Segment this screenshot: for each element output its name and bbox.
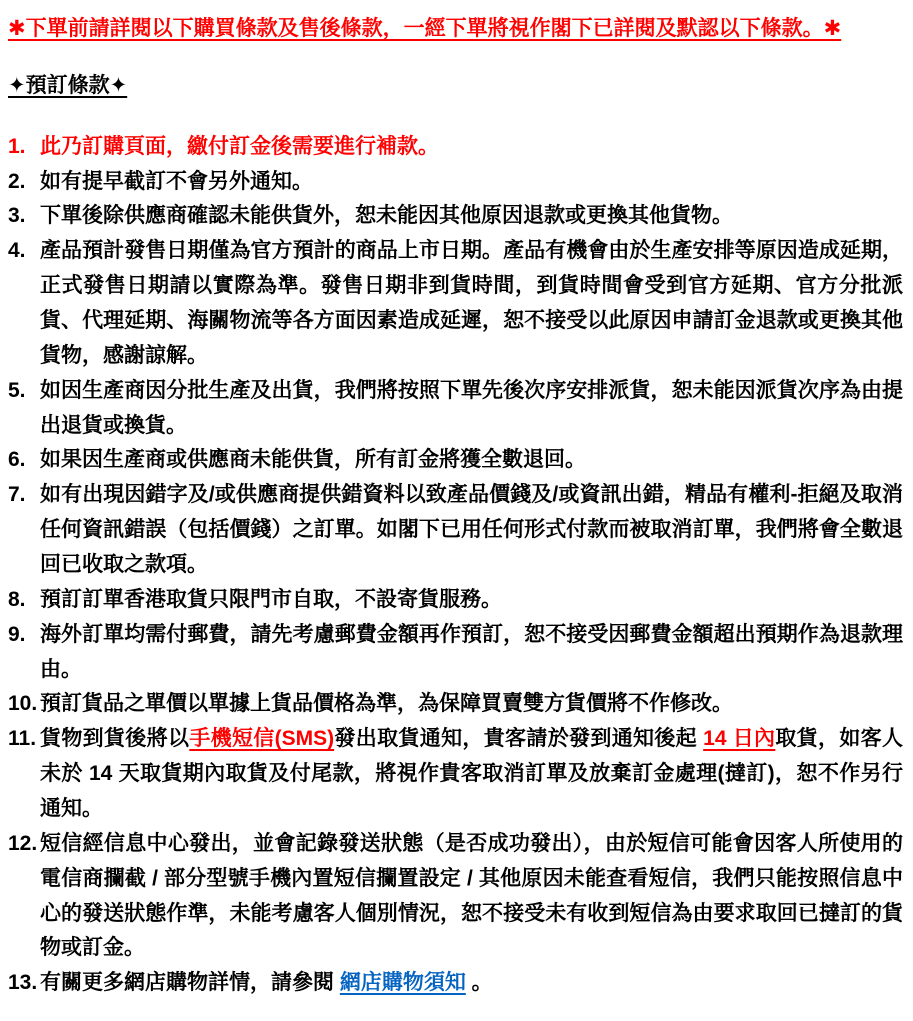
sms-notice-highlight: 手機短信(SMS) <box>189 727 335 751</box>
term-number: 13. <box>8 971 38 995</box>
term-number: 2. <box>8 169 26 193</box>
term-text-segment: 發出取貨通知，貴客請於發到通知後起 <box>334 727 704 751</box>
term-number: 12. <box>8 831 38 855</box>
term-item-1 <box>8 130 903 165</box>
term-number: 11. <box>8 727 37 751</box>
term-number: 7. <box>8 483 26 507</box>
term-text: 預訂訂單香港取貨只限門市自取，不設寄貨服務。 <box>40 587 502 611</box>
term-item-12 <box>8 827 903 966</box>
term-text-segment: 貨物到貨後將以 <box>40 727 190 751</box>
term-text-segment: 有關更多網店購物詳情，請參閱 <box>40 971 340 995</box>
online-shop-guide-link[interactable]: 網店購物須知 <box>339 971 466 995</box>
term-text <box>40 722 903 827</box>
term-number: 6. <box>8 448 26 472</box>
term-item-8 <box>8 583 903 618</box>
term-number: 4. <box>8 239 26 263</box>
pre-order-warning-banner: ✱下單前請詳閱以下購買條款及售後條款，一經下單將視作閣下已詳閱及默認以下條款。✱ <box>8 17 842 40</box>
term-item-7 <box>8 478 903 583</box>
term-text: 如因生產商因分批生產及出貨，我們將按照下單先後次序安排派貨，恕未能因派貨次序為由提出退貨或換貨。 <box>40 378 903 437</box>
term-number: 9. <box>8 622 26 646</box>
term-text: 短信經信息中心發出，並會記錄發送狀態（是否成功發出），由於短信可能會因客人所使用的電信商攔截 / 部分型號手機內置短信攔置設定 / 其他原因未能查看短信，我們只能按照信息中心的發送狀態作準，未能考慮客人個別情況，恕不接受未有收到短信為由要求取回已撻訂的貨物或訂金。 <box>40 831 903 960</box>
term-item-9 <box>8 618 903 688</box>
term-text: 如有提早截訂不會另外通知。 <box>40 169 313 193</box>
term-text-segment: 取貨，如客人未於 14 天取貨期內取貨及付尾款，將視作貴客取消訂單及放棄訂金處理(撻訂)，恕不作另行通知。 <box>40 727 903 821</box>
term-item-5 <box>8 374 903 444</box>
pre-order-terms-page <box>8 12 903 1001</box>
pickup-deadline-highlight: 14 日內 <box>703 727 776 751</box>
term-text: 下單後除供應商確認未能供貨外，恕未能因其他原因退款或更換其他貨物。 <box>40 204 733 228</box>
term-text <box>40 966 903 1001</box>
term-text: 如有出現因錯字及/或供應商提供錯資料以致產品價錢及/或資訊出錯，精品有權利-拒絕及取消任何資訊錯誤（包括價錢）之訂單。如閣下已用任何形式付款而被取消訂單，我們將會全數退回已收取之款項。 <box>40 483 903 577</box>
terms-list <box>8 130 903 1001</box>
term-text-segment: 。 <box>465 971 493 995</box>
term-text: 海外訂單均需付郵費，請先考慮郵費金額再作預訂，恕不接受因郵費金額超出預期作為退款理由。 <box>40 622 903 681</box>
term-number: 3. <box>8 204 26 228</box>
term-text: 產品預計發售日期僅為官方預計的商品上市日期。產品有機會由於生產安排等原因造成延期，正式發售日期請以實際為準。發售日期非到貨時間，到貨時間會受到官方延期、官方分批派貨、代理延期、海關物流等各方面因素造成延遲，恕不接受以此原因申請訂金退款或更換其他貨物，感謝諒解。 <box>40 239 903 367</box>
term-number: 10. <box>8 692 38 716</box>
term-item-2 <box>8 165 903 200</box>
term-text: 預訂貨品之單價以單據上貨品價格為準，為保障買賣雙方貨價將不作修改。 <box>40 692 733 716</box>
term-number: 8. <box>8 587 26 611</box>
term-number: 1. <box>8 134 26 158</box>
term-number: 5. <box>8 378 26 402</box>
term-item-11 <box>8 722 903 827</box>
term-item-3 <box>8 199 903 234</box>
term-text: 此乃訂購頁面，繳付訂金後需要進行補款。 <box>40 134 439 158</box>
term-item-13 <box>8 966 903 1001</box>
term-item-4 <box>8 234 903 373</box>
term-item-6 <box>8 443 903 478</box>
term-text: 如果因生產商或供應商未能供貨，所有訂金將獲全數退回。 <box>40 448 586 472</box>
section-title-booking-terms: ✦預訂條款✦ <box>8 73 128 97</box>
term-item-10 <box>8 687 903 722</box>
